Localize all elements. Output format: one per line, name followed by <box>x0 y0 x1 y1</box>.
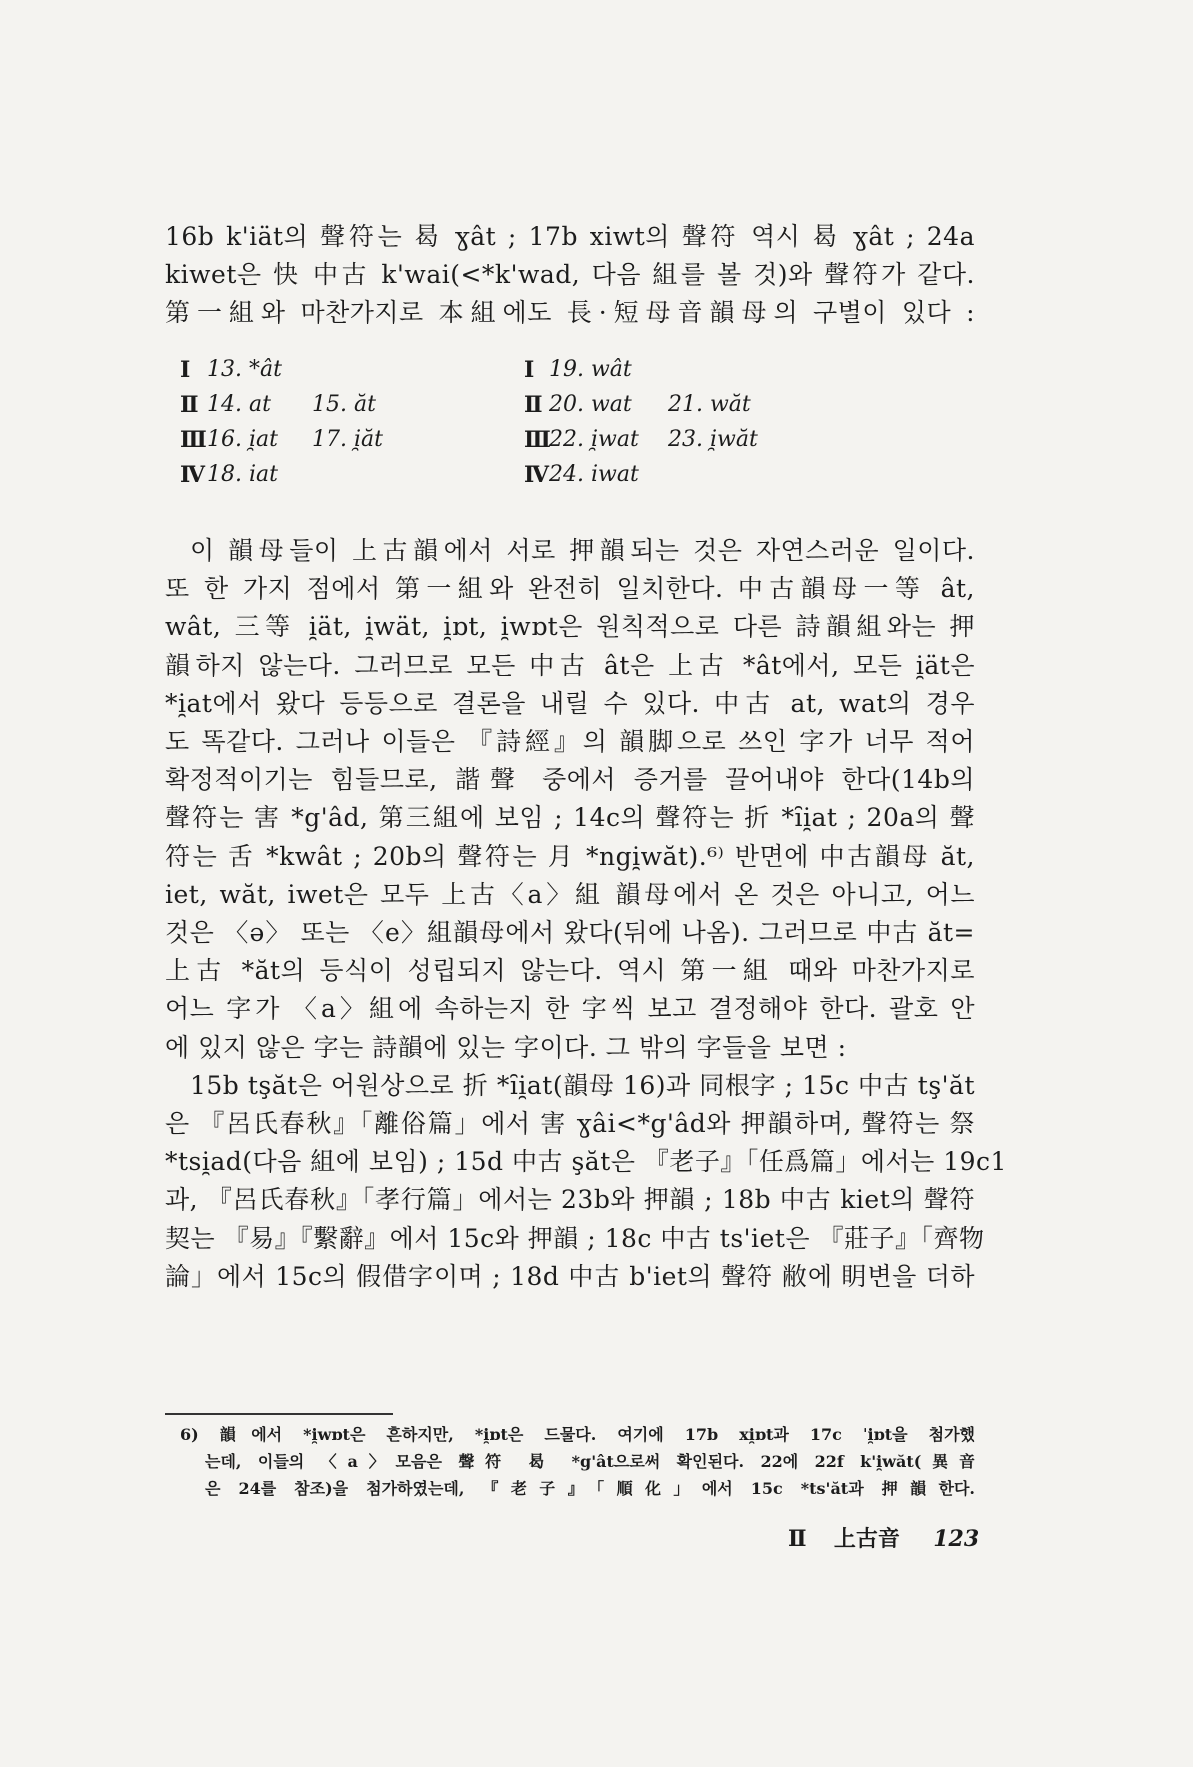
part-numeral: Ⅱ <box>788 1526 807 1552</box>
body-line: wât, 三等 i̯ät, i̯wät, i̯ɒt, i̯wɒt은 원칙적으로 다른 詩韻組와는 押 <box>165 612 975 641</box>
body-line: 또 한 가지 점에서 第一組와 완전히 일치한다. 中古韻母一等 ât, <box>165 574 975 603</box>
footnote-rule <box>165 1413 393 1415</box>
intro-line: 第一組와 마찬가지로 本組에도 長·短母音韻母의 구별이 있다 : <box>165 298 975 327</box>
rhyme-entry: 14. at <box>207 392 271 417</box>
rhyme-entry: 20. wat <box>549 392 632 417</box>
division-numeral: Ⅳ <box>180 462 205 488</box>
body-line: 韻하지 않는다. 그러므로 모든 中古 ât은 上古 *ât에서, 모든 i̯ät은 <box>165 651 975 680</box>
body-line: *i̯at에서 왔다 등등으로 결론을 내릴 수 있다. 中古 at, wat의 경우 <box>165 689 975 718</box>
body-line: 것은 〈ə〉 또는 〈e〉組韻母에서 왔다(뒤에 나옴). 그러므로 中古 ăt= <box>165 918 975 947</box>
rhyme-entry: 23. i̯wăt <box>668 427 758 452</box>
body-line: 上古 *ăt의 등식이 성립되지 않는다. 역시 第一組 때와 마찬가지로 <box>165 956 975 985</box>
division-numeral: Ⅰ <box>180 357 191 383</box>
body-line: 符는 舌 *kwât ; 20b의 聲符는 月 *ngi̯wăt).⁶⁾ 반면에 中古韻母 ăt, <box>165 842 975 871</box>
running-footer <box>788 1522 979 1553</box>
footnote-line: 은 24를 참조)을 첨가하였는데, 『老子』「順化」에서 15c *ts'ăt과 押韻한다. <box>205 1479 975 1498</box>
rhyme-entry: 22. i̯wat <box>549 427 639 452</box>
body-line: 聲符는 害 *g'âd, 第三組에 보임 ; 14c의 聲符는 折 *ȋi̯at ; 20a의 聲 <box>165 803 975 832</box>
body-line: 은 『呂氏春秋』「離俗篇」에서 害 ɣâi<*g'âd와 押韻하며, 聲符는 祭 <box>165 1109 975 1138</box>
body-line: 이 韻母들이 上古韻에서 서로 押韻되는 것은 자연스러운 일이다. <box>190 536 975 565</box>
division-numeral: Ⅲ <box>524 427 551 453</box>
page-number: 123 <box>933 1526 980 1552</box>
rhyme-entry: 19. wât <box>549 357 632 382</box>
body-line: 어느 字가 〈a〉組에 속하는지 한 字씩 보고 결정해야 한다. 괄호 안 <box>165 994 975 1023</box>
body-line: 확정적이기는 힘들므로, 諧聲 중에서 증거를 끌어내야 한다(14b의 <box>165 765 975 794</box>
body-line: 도 똑같다. 그러나 이들은 『詩經』의 韻脚으로 쓰인 字가 너무 적어 <box>165 727 975 756</box>
body-line: 論」에서 15c의 假借字이며 ; 18d 中古 b'iet의 聲符 敝에 眀변을 더하 <box>165 1262 975 1291</box>
division-numeral: Ⅱ <box>180 392 199 418</box>
footnote-line: 는데, 이들의 〈a〉모음은 聲符 曷 *g'ât으로써 확인된다. 22에 22f k'i̯wăt(異音 <box>205 1452 975 1471</box>
division-numeral: Ⅳ <box>524 462 549 488</box>
rhyme-entry: 24. iwat <box>549 462 639 487</box>
part-title: 上古音 <box>833 1526 900 1552</box>
division-numeral: Ⅰ <box>524 357 535 383</box>
intro-line: 16b k'iät의 聲符는 曷 ɣât ; 17b xiwt의 聲符 역시 曷 ɣât ; 24a <box>165 222 975 251</box>
body-line: 에 있지 않은 字는 詩韻에 있는 字이다. 그 밖의 字들을 보면 : <box>165 1033 847 1062</box>
body-line: iet, wăt, iwet은 모두 上古〈a〉組 韻母에서 온 것은 아니고, 어느 <box>165 880 975 909</box>
rhyme-entry: 21. wăt <box>668 392 751 417</box>
division-numeral: Ⅱ <box>524 392 543 418</box>
rhyme-entry: 17. i̯ăt <box>312 427 383 452</box>
division-numeral: Ⅲ <box>180 427 207 453</box>
body-line: *tsi̯ad(다음 組에 보임) ; 15d 中古 şăt은 『老子』「任爲篇」에서는 19c1 <box>165 1147 1007 1176</box>
rhyme-entry: 18. iat <box>207 462 278 487</box>
body-line: 15b tşăt은 어원상으로 折 *ȋi̯at(韻母 16)과 同根字 ; 15c 中古 tş'ăt <box>190 1071 975 1100</box>
rhyme-entry: 13. *ât <box>207 357 282 382</box>
rhyme-entry: 15. ăt <box>312 392 376 417</box>
body-line: 과, 『呂氏春秋』「孝行篇」에서는 23b와 押韻 ; 18b 中古 kiet의 聲符 <box>165 1185 975 1214</box>
rhyme-entry: 16. i̯at <box>207 427 278 452</box>
body-line: 契는 『易』『繫辭』에서 15c와 押韻 ; 18c 中古 ts'iet은 『莊子』「齊物 <box>165 1224 985 1253</box>
footnote-line: 6) 韻에서 *i̯wɒt은 흔하지만, *i̯ɒt은 드물다. 여기에 17b xi̯ɒt과 17c ˈi̯ɒt을 첨가했 <box>180 1425 975 1444</box>
intro-line: kiwet은 快 中古 k'wai(<*k'wad, 다음 組를 볼 것)와 聲符가 같다. <box>165 260 975 289</box>
